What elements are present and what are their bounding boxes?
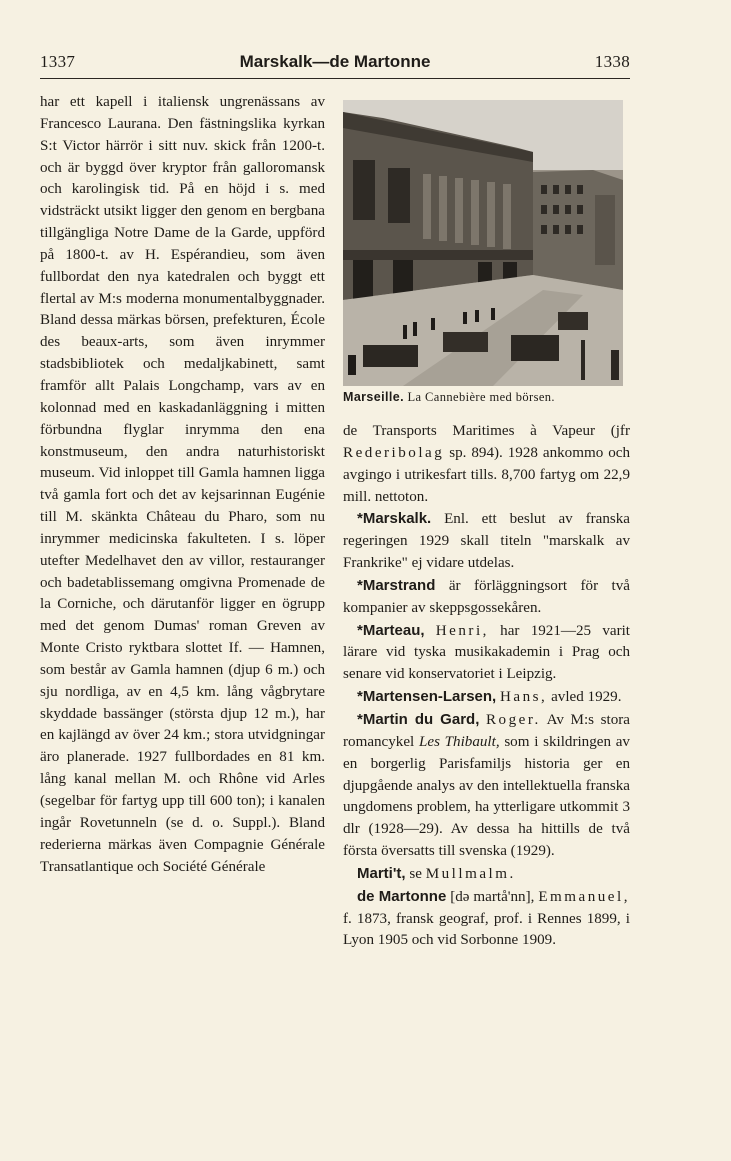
entry-marskalk: *Marskalk. Enl. ett beslut av franska regeringen 1929 skall titeln "marskalk av Frankrike" ej vidare utdelas. bbox=[343, 510, 630, 572]
entry-marstrand: *Marstrand är förläggningsort för två kompanier av skeppsgossekåren. bbox=[343, 576, 630, 616]
photo-caption bbox=[343, 390, 633, 405]
entry-martensen-larsen: *Martensen-Larsen, Hans, avled 1929. bbox=[357, 688, 622, 706]
entry-continuation: de Transports Maritimes à Vapeur (jfr Rederibolag sp. 894). 1928 ankommo och avgingo i utrikesfart tills. 8,700 fartyg om 22,9 mill. nettoton. bbox=[343, 423, 630, 505]
cross-reference: Rederibolag bbox=[343, 444, 445, 461]
photo-illustration bbox=[343, 100, 623, 386]
entry-martin-du-gard: *Martin du Gard, Roger. Av M:s stora romancykel Les Thibault, som i skildringen av en borgerlig Parisfamiljs historia ger en djupgående analys av den intellektuella franska ungdomens problem, ha ytterligare utkommit 3 dlr (1928—29). Av dessa ha hittills de två första översatts till svenska (1929). bbox=[343, 710, 630, 860]
entry-marteau: *Marteau, Henri, har 1921—25 varit lärare vid tyska musikakademin i Prag och senare vid konservatoriet i Leipzig. bbox=[343, 621, 630, 683]
marseille-article-continuation: har ett kapell i italiensk ungrenässans av Francesco Laurana. Den fästningslika kyrkan S:t Victor härrör i sitt nuv. skick från 1200-t. och är byggd över kryptor från galloromansk och karolingisk tid. På en höjd i s. med vidsträckt utsikt ligger den genom en bergbana tillgängliga Notre Dame de la Garde, uppförd på 1800-t. av H. Espérandieu, som även fullbordat den nya katedralen och byggt ett flertal av M:s moderna monumentalbyggnader. Bland dessa märkas börsen, prefekturen, École des beaux-arts, som även inrymmer stadsbibliotek och medaljkabinett, samt framför allt Palais Longchamp, vars av en kolonnad med en kaskadanläggning i mitten förbundna flyglar inrymma den ena konstmuseum, den andra naturhistoriskt museum. Vid inloppet till Gamla hamnen ligga två gamla fort och det av kejsarinnan Eugénie till M. skänkta Château du Pharo, som nu inrymmer medicinska fakulteten. I s. löper utefter Medelhavet den av villor, restauranger och badetablissemang omgivna Promenade de la Corniche, och därutanför ligger en ögrupp med det genom Dumas' roman Greven av Monte Cristo ryktbara slottet If. — Hamnen, som består av Gamla hamnen (djup 6 m.) och sju nordliga, av en 4,5 km. lång vågbrytare skyddade bassänger (största djup 12 m.), har en kajlängd av över 24 km.; stora utvidgningar äro planerade. 1927 fullbordades en 81 km. lång kanal mellan M. och Rhône vid Arles (segelbar för fartyg upp till 600 ton); i kanalen ingår Rovetunneln (se d. o. Suppl.). Bland rederierna märkas även Compagnie Générale Transatlantique och Société Générale bbox=[40, 94, 325, 875]
headword: *Marstrand bbox=[357, 576, 436, 594]
page-number-right: 1338 bbox=[594, 52, 630, 71]
caption-text: La Cannebière med börsen. bbox=[407, 390, 555, 404]
headword: *Martensen-Larsen, bbox=[357, 688, 497, 706]
caption-place: Marseille. bbox=[343, 390, 404, 404]
page-number-left: 1337 bbox=[40, 52, 76, 71]
right-column bbox=[343, 421, 630, 952]
book-title: Les Thibault, bbox=[418, 733, 500, 750]
page-header bbox=[40, 50, 630, 79]
person-name: Henri, bbox=[435, 622, 489, 639]
headword: *Marskalk. bbox=[357, 510, 432, 528]
headword: *Marteau, bbox=[357, 621, 425, 639]
pronunciation: [də martå'nn], bbox=[450, 888, 535, 905]
entry-de-martonne: de Martonne [də martå'nn], Emmanuel, f. 1873, fransk geograf, prof. i Rennes 1899, i Lyon 1905 och vid Sorbonne 1909. bbox=[343, 887, 630, 949]
person-name: Hans, bbox=[500, 689, 548, 706]
marseille-photo bbox=[343, 100, 623, 386]
headword: Marti't, bbox=[357, 864, 406, 882]
person-name: Emmanuel, bbox=[538, 888, 630, 905]
entry-martit: Marti't, se Mullmalm. bbox=[357, 864, 516, 882]
headword: *Martin du Gard, bbox=[357, 710, 480, 728]
running-title: Marskalk—de Martonne bbox=[239, 52, 431, 71]
headword: de Martonne bbox=[357, 887, 447, 905]
left-column bbox=[40, 92, 325, 878]
person-name: Roger. bbox=[485, 711, 541, 728]
cross-reference: Mullmalm. bbox=[425, 865, 516, 882]
